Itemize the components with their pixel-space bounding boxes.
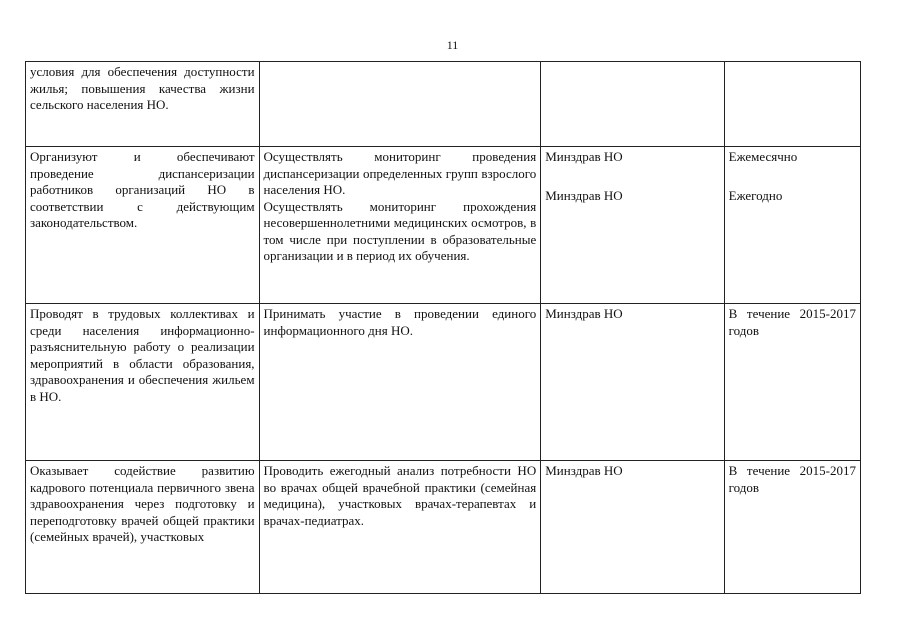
table-row — [26, 304, 861, 461]
action-cell — [259, 62, 541, 147]
deadline-text: Ежегодно — [728, 187, 783, 203]
deadline-text: Ежемесячно — [728, 149, 798, 164]
responsible-cell — [541, 62, 724, 147]
responsible-cell — [541, 147, 724, 304]
deadline-cell — [724, 147, 860, 304]
table-row — [26, 62, 861, 147]
measures-table — [25, 61, 861, 594]
page-number: 11 — [446, 38, 459, 52]
action-cell — [259, 147, 541, 304]
deadline-cell: В течение 2015-2017 годов — [724, 461, 860, 594]
action-text: Осуществлять мониторинг проведения диспансеризации определенных групп взрослого населения НО. — [263, 149, 537, 197]
action-text: Осуществлять мониторинг прохождения несовершеннолетними медицинских осмотров, в том числе при поступлении в образовательные организации и в период их обучения. — [263, 198, 537, 263]
responsible-cell: Минздрав НО — [541, 304, 724, 461]
measure-cell: Проводят в трудовых коллективах и среди населения информационно-разъяснительную работу о реализации мероприятий в области образования, здравоохранения и обеспечения жильем в НО. — [26, 304, 260, 461]
deadline-cell: В течение 2015-2017 годов — [724, 304, 860, 461]
table-row — [26, 147, 861, 304]
table-row — [26, 461, 861, 594]
responsible-text: Минздрав НО — [545, 187, 623, 203]
measure-cell: Оказывает содействие развитию кадрового потенциала первичного звена здравоохранения через подготовку и переподготовку врачей общей практики (семейных врачей), участковых — [26, 461, 260, 594]
responsible-text: Минздрав НО — [545, 149, 623, 164]
action-cell: Принимать участие в проведении единого информационного дня НО. — [259, 304, 541, 461]
action-cell: Проводить ежегодный анализ потребности НО во врачах общей врачебной практики (семейная медицина), участковых врачах-терапевтах и врачах-педиатрах. — [259, 461, 541, 594]
deadline-cell — [724, 62, 860, 147]
measure-cell: Организуют и обеспечивают проведение диспансеризации работников организаций НО в соответствии с действующим законодательством. — [26, 147, 260, 304]
measure-cell: условия для обеспечения доступности жилья; повышения качества жизни сельского населения НО. — [26, 62, 260, 147]
responsible-cell: Минздрав НО — [541, 461, 724, 594]
